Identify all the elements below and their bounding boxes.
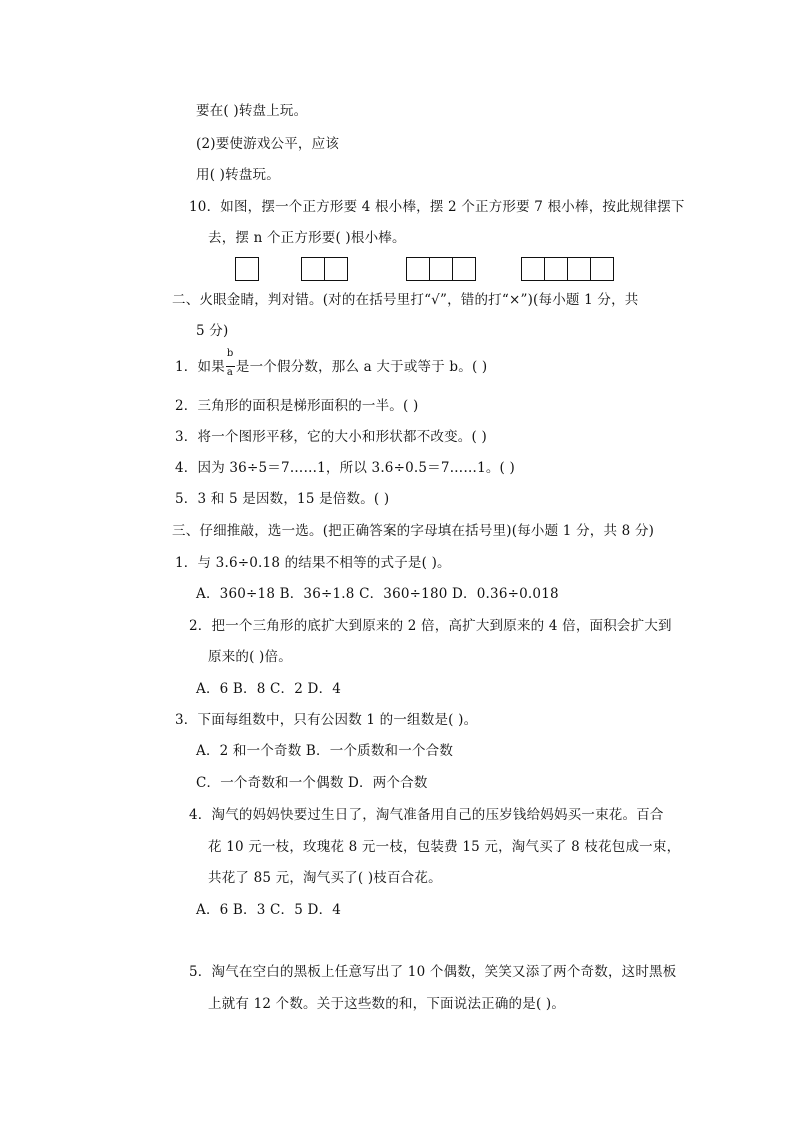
square [544,257,568,281]
square [429,257,453,281]
square-group-4 [521,257,614,280]
section3-q4-line-2: 花 10 元一枝，玫瑰花 8 元一枝，包装费 15 元，淘气买了 8 枝花包成一束， [208,839,681,855]
section3-q2-line-1: 2．把一个三角形的底扩大到原来的 2 倍，高扩大到原来的 4 倍，面积会扩大到 [189,618,672,634]
section3-q3: 3．下面每组数中，只有公因数 1 的一组数是( )。 [175,712,478,728]
square [452,257,476,281]
section3-heading: 三、仔细推敲，选一选。(把正确答案的字母填在括号里)(每小题 1 分，共 8 分) [172,523,655,539]
section2-item-2: 2．三角形的面积是梯形面积的一半。( ) [175,398,419,414]
q10-line-2: 去，摆 n 个正方形要( )根小棒。 [208,230,406,246]
fraction-numerator: b [226,348,234,359]
square [567,257,591,281]
section2-item-3: 3．将一个图形平移，它的大小和形状都不改变。( ) [175,429,487,445]
section2-heading-line-1: 二、火眼金睛，判对错。(对的在括号里打“√”，错的打“×”)(每小题 1 分，共 [172,292,639,308]
square [521,257,545,281]
square [301,257,325,281]
section3-q2-options: A．6 B．8 C．2 D．4 [196,681,342,697]
section2-item-5: 5．3 和 5 是因数，15 是倍数。( ) [175,491,390,507]
section3-q4-line-1: 4．淘气的妈妈快要过生日了，淘气准备用自己的压岁钱给妈妈买一束花。百合 [189,807,664,823]
section3-q3-options-2: C．一个奇数和一个偶数 D．两个合数 [196,775,428,791]
item-prefix: 1．如果 [175,359,225,375]
square [235,257,259,281]
square-group-3 [406,257,476,280]
square [590,257,614,281]
section3-q5-line-2: 上就有 12 个数。关于这些数的和，下面说法正确的是( )。 [208,996,566,1012]
square-group-2 [301,257,348,280]
section2-heading-line-2: 5 分) [196,323,229,339]
section2-item-4: 4．因为 36÷5＝7……1，所以 3.6÷0.5＝7……1。( ) [175,460,515,476]
q9-line-1: 要在( )转盘上玩。 [196,103,308,119]
square-group-1 [235,257,259,280]
section3-q4-options: A．6 B．3 C．5 D．4 [196,902,342,918]
section3-q2-line-2: 原来的( )倍。 [208,649,292,665]
section3-q3-options-1: A．2 和一个奇数 B．一个质数和一个合数 [196,743,454,759]
section3-q1: 1．与 3.6÷0.18 的结果不相等的式子是( )。 [175,555,451,571]
fraction-denominator: a [226,367,234,378]
q9-line-2: (2)要使游戏公平，应该 [196,136,340,152]
item-suffix: 是一个假分数，那么 a 大于或等于 b。( ) [235,359,488,375]
section3-q1-options: A．360÷18 B．36÷1.8 C．360÷180 D．0.36÷0.018 [196,586,559,602]
square [406,257,430,281]
section2-item-1 [175,348,488,378]
q10-line-1: 10．如图，摆一个正方形要 4 根小棒，摆 2 个正方形要 7 根小棒，按此规律摆下 [189,199,685,215]
q9-line-3: 用( )转盘玩。 [196,167,280,183]
section3-q4-line-3: 共花了 85 元，淘气买了( )枝百合花。 [208,870,442,886]
square [324,257,348,281]
section3-q5-line-1: 5．淘气在空白的黑板上任意写出了 10 个偶数，笑笑又添了两个奇数，这时黑板 [189,964,677,980]
fraction-b-over-a [226,348,235,378]
